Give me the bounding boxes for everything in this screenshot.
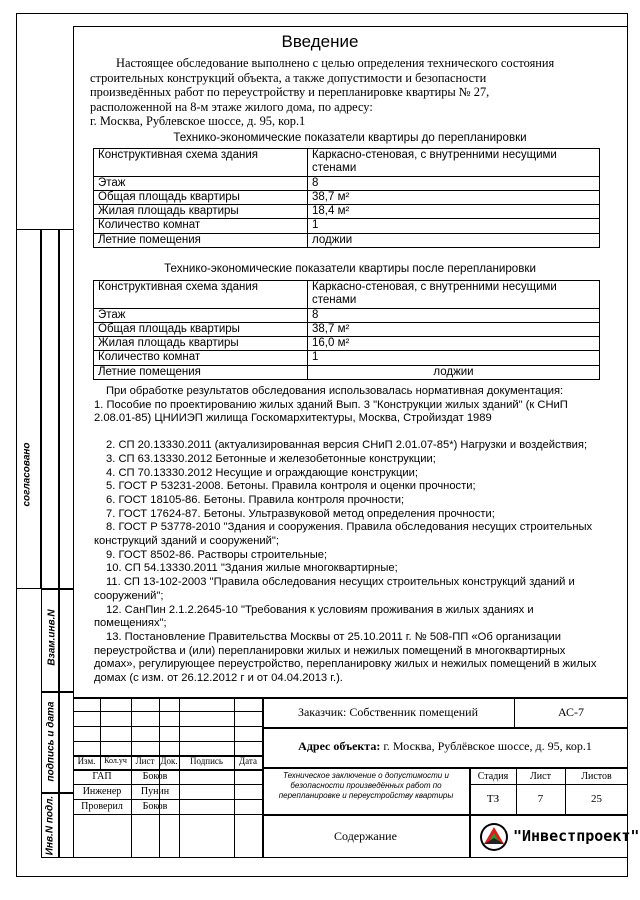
norms-spacer xyxy=(94,426,599,439)
side-inv-orig-label: Инв.N подл. xyxy=(44,795,56,856)
header-doc: Док. xyxy=(160,756,178,766)
table-row xyxy=(94,149,600,177)
customer-field: Заказчик: Собственник помещений xyxy=(297,705,479,719)
table-cell: Количество комнат xyxy=(94,351,308,365)
header-kol-uch: Кол.уч xyxy=(104,756,127,765)
company-logo xyxy=(479,821,640,853)
table-cell: Конструктивная схема здания xyxy=(94,281,308,309)
table-cell: Каркасно-стеновая, с внутренними несущими стенами xyxy=(308,149,600,177)
company-name: "Инвестпроект" xyxy=(513,827,640,845)
address-value: г. Москва, Рублёвское шоссе, д. 95, кор.1 xyxy=(380,739,592,753)
table-cell: 8 xyxy=(308,176,600,190)
table-row xyxy=(94,337,600,351)
table-cell: 38,7 м² xyxy=(308,190,600,204)
project-code: АС-7 xyxy=(557,705,585,719)
table-row xyxy=(94,233,600,247)
side-inv-replace-label: Взам.инв.N xyxy=(46,609,58,666)
list-item: 6. ГОСТ 18105-86. Бетоны. Правила контроля прочности; xyxy=(106,493,405,506)
title-block xyxy=(73,697,640,858)
table-cell: 18,4 м² xyxy=(308,205,600,219)
company-logo-icon xyxy=(479,822,509,852)
address-label: Адрес объекта: xyxy=(298,739,381,753)
side-inv-replace-value xyxy=(59,589,74,692)
table-row xyxy=(94,205,600,219)
stage-label: Стадия xyxy=(477,771,509,782)
list-item: 9. ГОСТ 8502-86. Растворы строительные; xyxy=(106,548,328,561)
role-checker: Проверил xyxy=(81,801,123,812)
side-sign-date-label: подпись и дата xyxy=(45,701,57,782)
list-item: 11. СП 13-102-2003 "Правила обследования несущих строительных конструкций зданий и сооружений"; xyxy=(94,576,575,602)
list-item: 13. Постановление Правительства Москвы от 25.10.2011 г. № 508-ПП «Об организации переустройства и (или) перепланировки жилых и нежилых помещений в многоквартирных домах», регулирующее переустройство, перепланировку жилых и нежилых помещений в жилых домах (с изм. от 26.12.2012 г и от 04.04.2013 г.). xyxy=(94,630,597,685)
side-agreed-col3 xyxy=(59,229,74,589)
list-item: 7. ГОСТ 17624-87. Бетоны. Ультразвуковой метод определения прочности; xyxy=(106,507,495,520)
sheets-value: 25 xyxy=(591,793,602,805)
intro-text xyxy=(90,56,560,129)
side-agreed-label: согласовано xyxy=(21,442,33,507)
intro-address: г. Москва, Рублевское шоссе, д. 95, кор.1 xyxy=(90,114,306,129)
table-cell: Летние помещения xyxy=(94,233,308,247)
page-title: Введение xyxy=(281,32,359,51)
list-item: 2. СП 20.13330.2011 (актуализированная версия СНиП 2.01.07-85*) Нагрузки и воздействия; xyxy=(106,439,588,452)
side-sign-date-value xyxy=(59,692,74,793)
sheet-value: 7 xyxy=(537,793,544,805)
side-agreed-col xyxy=(16,229,41,589)
table-cell: Жилая площадь квартиры xyxy=(94,337,308,351)
table-after-caption: Технико-экономические показатели квартиры после перепланировки xyxy=(164,262,536,275)
header-date: Дата xyxy=(239,756,257,766)
table-row xyxy=(94,176,600,190)
table-row xyxy=(94,351,600,365)
table-row xyxy=(94,190,600,204)
table-cell: лоджии xyxy=(308,233,600,247)
table-cell: Количество комнат xyxy=(94,219,308,233)
contents-label: Содержание xyxy=(334,829,397,843)
table-cell: Конструктивная схема здания xyxy=(94,149,308,177)
header-signature: Подпись xyxy=(189,756,224,766)
list-item: 4. СП 70.13330.2012 Несущие и ограждающие конструкции; xyxy=(106,466,418,479)
intro-paragraph: Настоящее обследование выполнено с целью определения технического состояния строительных конструкций объекта, а также допустимости и безопасности произведённых работ по переустройству и перепланировке квартиры № 27, расположенной на 8-м этаже жилого дома, по адресу: xyxy=(90,56,555,114)
table-cell: 16,0 м² xyxy=(308,337,600,351)
role-gap: ГАП xyxy=(92,771,112,782)
table-cell: Этаж xyxy=(94,176,308,190)
list-item: 1. Пособие по проектированию жилых зданий Вып. 3 "Конструкции жилых зданий" (к СНиП 2.08.01-85) ЦНИИЭП жилища Госкомархитектуры, Москва, Стройиздат 1989 xyxy=(94,398,568,425)
table-row xyxy=(94,281,600,309)
list-item: 5. ГОСТ Р 53231-2008. Бетоны. Правила контроля и оценки прочности; xyxy=(106,480,476,493)
list-item: 3. СП 63.13330.2012 Бетонные и железобетонные конструкции; xyxy=(106,452,436,465)
table-row xyxy=(94,219,600,233)
list-item: 10. СП 54.13330.2011 "Здания жилые многоквартирные; xyxy=(106,562,398,575)
side-agreed-col2 xyxy=(41,229,59,589)
table-cell: лоджии xyxy=(308,365,600,379)
table-cell: 1 xyxy=(308,351,600,365)
table-cell: Общая площадь квартиры xyxy=(94,190,308,204)
header-list: Лист xyxy=(135,756,155,766)
table-cell: 38,7 м² xyxy=(308,322,600,336)
table-row xyxy=(94,365,600,379)
list-item: 8. ГОСТ Р 53778-2010 "Здания и сооружения. Правила обследования несущих строительных конструкций зданий и сооружений"; xyxy=(94,521,593,548)
name-checker: Боков xyxy=(142,801,168,812)
address-field xyxy=(262,739,628,754)
table-cell: Каркасно-стеновая, с внутренними несущими стенами xyxy=(308,281,600,309)
table-cell: Этаж xyxy=(94,308,308,322)
role-engineer: Инженер xyxy=(82,786,122,797)
table-cell: 8 xyxy=(308,308,600,322)
norms-intro: При обработке результатов обследования использовалась нормативная документация: xyxy=(106,385,564,397)
table-before xyxy=(93,148,600,248)
table-before-caption: Технико-экономические показатели квартиры до перепланировки xyxy=(173,131,527,144)
name-engineer: Пунин xyxy=(140,786,170,797)
sheet-label: Лист xyxy=(530,771,551,782)
table-row xyxy=(94,308,600,322)
doc-title: Техническое заключение о допустимости и безопасности произведённых работ по перепланировке и переустройству квартиры xyxy=(278,771,454,800)
side-inv-orig-value xyxy=(59,793,74,858)
table-cell: Жилая площадь квартиры xyxy=(94,205,308,219)
table-row xyxy=(94,322,600,336)
sheets-label: Листов xyxy=(581,771,612,782)
table-after xyxy=(93,280,600,380)
table-cell: Общая площадь квартиры xyxy=(94,322,308,336)
header-izm: Изм. xyxy=(77,756,96,766)
name-gap: Боков xyxy=(142,771,168,782)
list-item: 12. СанПин 2.1.2.2645-10 "Требования к условиям проживания в жилых зданиях и помещениях"; xyxy=(94,603,534,630)
norms-list xyxy=(94,385,599,686)
table-cell: Летние помещения xyxy=(94,365,308,379)
stage-value: ТЗ xyxy=(486,793,500,805)
table-cell: 1 xyxy=(308,219,600,233)
